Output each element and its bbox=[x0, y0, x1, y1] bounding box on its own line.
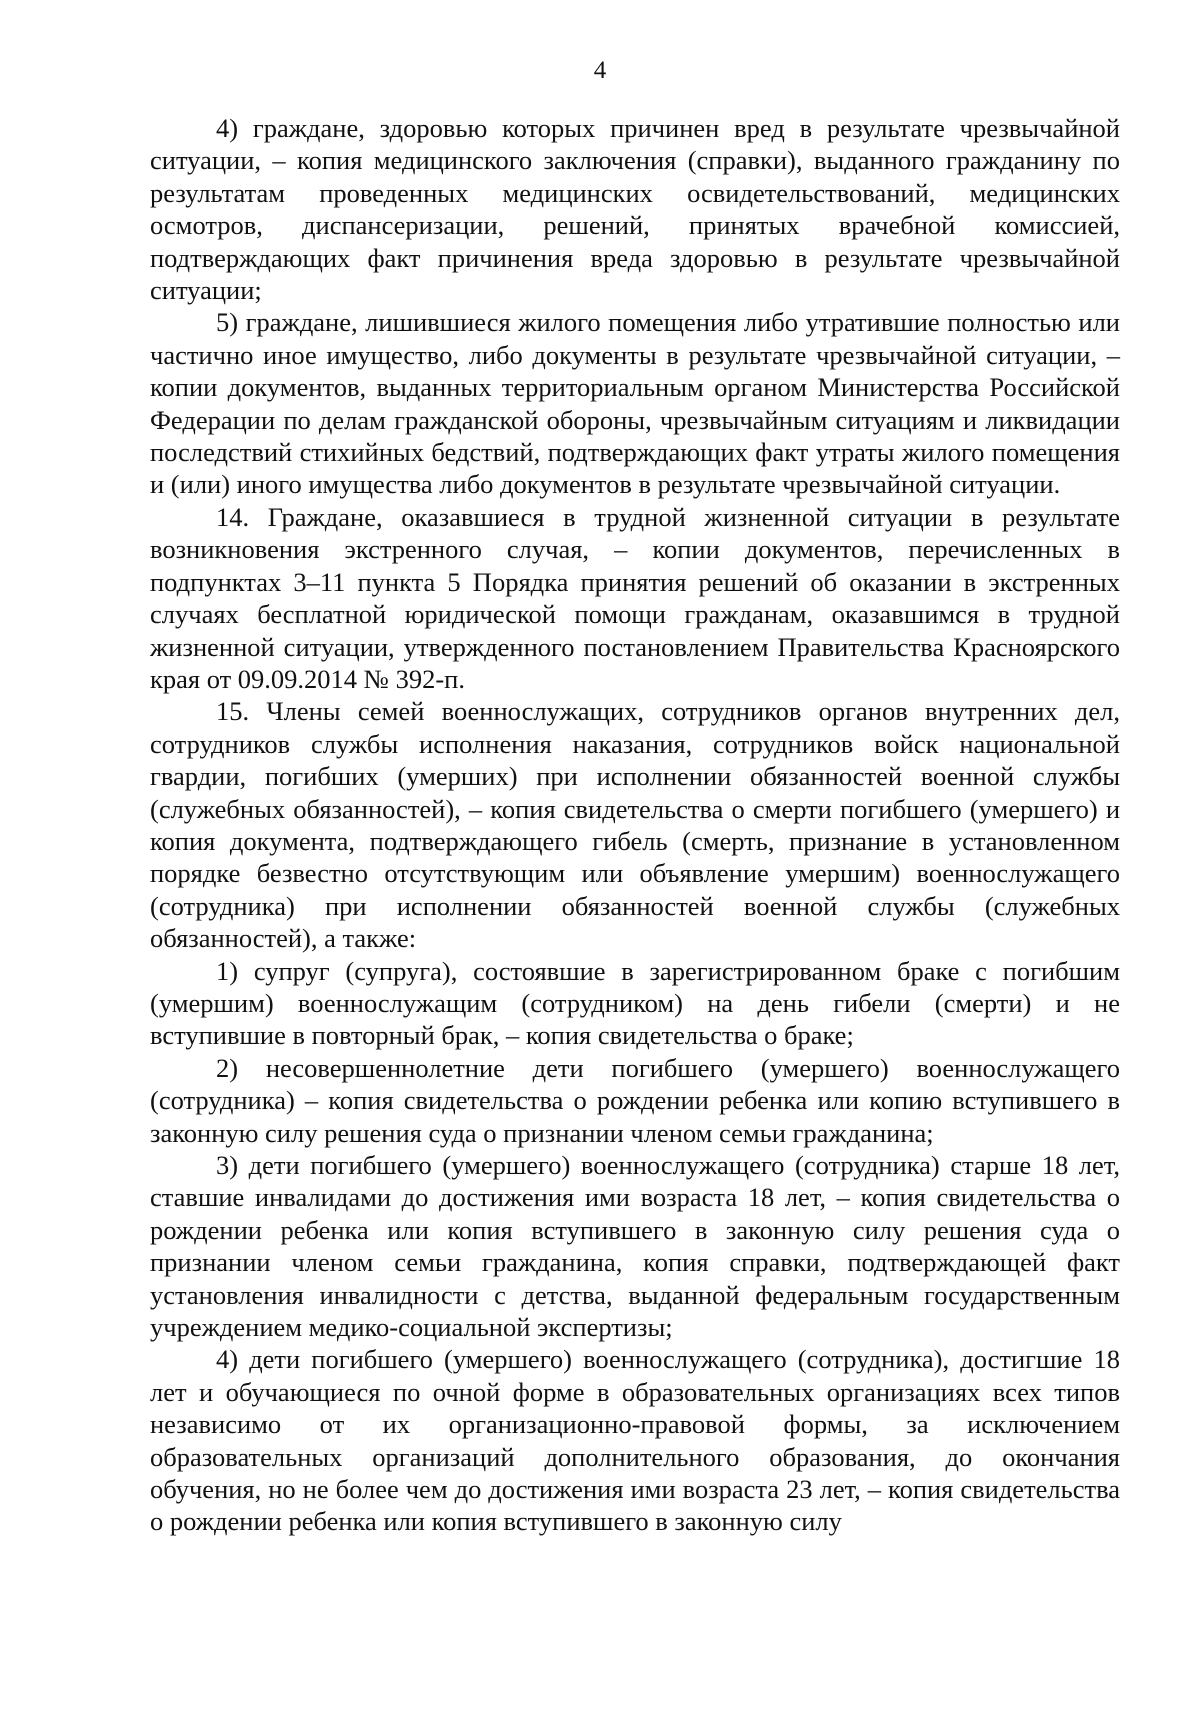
page-number: 4 bbox=[593, 57, 607, 84]
document-body bbox=[150, 112, 1120, 1538]
paragraph-clause-15-item-4: 4) дети погибшего (умершего) военнослужащего (сотрудника), достигшие 18 лет и обучающиеся по очной форме в образовательных организациях всех типов независимо от их организационно-правовой формы, за исключением образовательных организаций дополнительного образования, до окончания обучения, но не более чем до достижения ими возраста 23 лет, – копия свидетельства о рождении ребенка или копия вступившего в законную силу bbox=[150, 1344, 1120, 1537]
paragraph-clause-15-item-2: 2) несовершеннолетние дети погибшего (умершего) военнослужащего (сотрудника) – копия свидетельства о рождении ребенка или копию вступившего в законную силу решения суда о признании членом семьи гражданина; bbox=[150, 1052, 1120, 1148]
paragraph-clause-15-item-1: 1) супруг (супруга), состоявшие в зарегистрированном браке с погибшим (умершим) военнослужащим (сотрудником) на день гибели (смерти) и не вступившие в повторный брак, – копия свидетельства о браке; bbox=[150, 955, 1120, 1051]
paragraph-clause-14: 14. Граждане, оказавшиеся в трудной жизненной ситуации в результате возникновения экстренного случая, – копии документов, перечисленных в подпунктах 3–11 пункта 5 Порядка принятия решений об оказании в экстренных случаях бесплатной юридической помощи гражданам, оказавшимся в трудной жизненной ситуации, утвержденного постановлением Правительства Красноярского края от 09.09.2014 № 392-п. bbox=[150, 501, 1120, 694]
paragraph-clause-15: 15. Члены семей военнослужащих, сотрудников органов внутренних дел, сотрудников службы исполнения наказания, сотрудников войск национальной гвардии, погибших (умерших) при исполнении обязанностей военной службы (служебных обязанностей), – копия свидетельства о смерти погибшего (умершего) и копия документа, подтверждающего гибель (смерть, признание в установленном порядке безвестно отсутствующим или объявление умершим) военнослужащего (сотрудника) при исполнении обязанностей военной службы (служебных обязанностей), а также: bbox=[150, 696, 1120, 954]
paragraph-clause-15-item-3: 3) дети погибшего (умершего) военнослужащего (сотрудника) старше 18 лет, ставшие инвалидами до достижения ими возраста 18 лет, – копия свидетельства о рождении ребенка или копия вступившего в законную силу решения суда о признании членом семьи гражданина, копия справки, подтверждающей факт установления инвалидности с детства, выданной федеральным государственным учреждением медико-социальной экспертизы; bbox=[150, 1150, 1120, 1343]
paragraph-item-4-health-harm: 4) граждане, здоровью которых причинен вред в результате чрезвычайной ситуации, – копия медицинского заключения (справки), выданного гражданину по результатам проведенных медицинских освидетельствований, медицинских осмотров, диспансеризации, решений, принятых врачебной комиссией, подтверждающих факт причинения вреда здоровью в результате чрезвычайной ситуации; bbox=[150, 113, 1120, 306]
paragraph-item-5-property-loss: 5) граждане, лишившиеся жилого помещения либо утратившие полностью или частично иное имущество, либо документы в результате чрезвычайной ситуации, – копии документов, выданных территориальным органом Министерства Российской Федерации по делам гражданской обороны, чрезвычайным ситуациям и ликвидации последствий стихийных бедствий, подтверждающих факт утраты жилого помещения и (или) иного имущества либо документов в результате чрезвычайной ситуации. bbox=[150, 307, 1120, 500]
